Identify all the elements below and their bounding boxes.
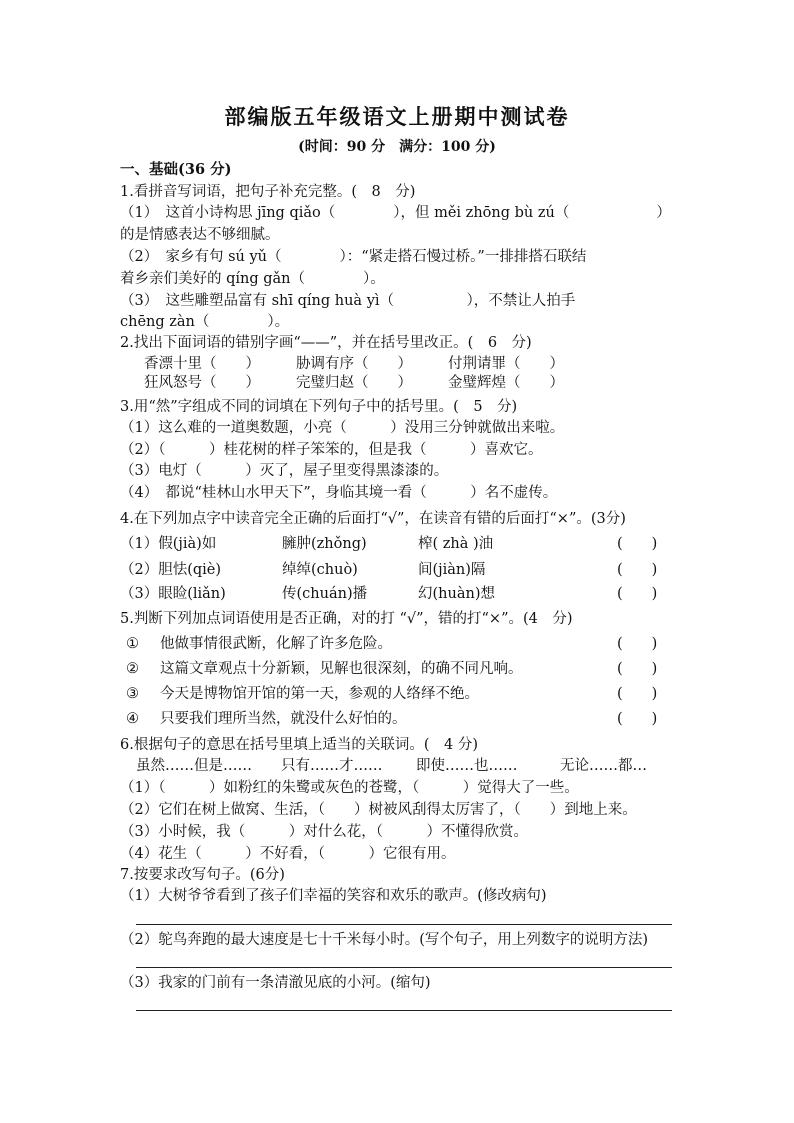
- q4-cell: （3）眼睑(liǎn): [120, 586, 226, 602]
- q1-line-4: 着乡亲们美好的 qíng gǎn（ ）。: [120, 271, 385, 287]
- q5-sentence: 他做事情很武断，化解了许多危险。: [160, 636, 392, 652]
- q6-line-3: （3）小时候，我（ ）对什么花，（ ）不懂得欣赏。: [120, 824, 528, 840]
- q2-item: 香漂十里（ ）: [144, 356, 260, 372]
- q5-heading: 5.判断下列加点词语使用是否正确，对的打 “√”，错的打“×”。(4 分): [120, 611, 573, 627]
- q5-number: ③: [126, 686, 139, 702]
- q7-heading: 7.按要求改写句子。(6分): [120, 867, 285, 883]
- q6-line-4: （4）花生（ ）不好看，（ ）它很有用。: [120, 846, 456, 862]
- q5-answer-box[interactable]: ( ): [617, 711, 658, 727]
- q1-line-3: （2） 家乡有句 sú yǔ（ ）：“紧走搭石慢过桥。”一排排搭石联结: [120, 249, 587, 265]
- q3-line-3: （3）电灯（ ）灭了，屋子里变得黑漆漆的。: [120, 463, 449, 479]
- q6-word-option: 无论……都…: [560, 758, 647, 774]
- exam-subtitle: (时间：90 分 满分：100 分): [298, 139, 496, 155]
- q4-cell: 传(chuán)播: [282, 586, 368, 602]
- q6-line-1: （1）（ ）如粉红的朱鹭或灰色的苍鹭，（ ）觉得大了一些。: [120, 780, 579, 796]
- q4-cell: 绰绰(chuò): [282, 562, 358, 578]
- q7-answer-line-2[interactable]: [136, 967, 672, 968]
- q1-heading: 1.看拼音写词语，把句子补充完整。( 8 分): [120, 184, 416, 200]
- q3-line-1: （1）这么难的一道奥数题，小亮（ ）没用三分钟就做出来啦。: [120, 420, 565, 436]
- q4-cell: 间(jiàn)隔: [418, 562, 486, 578]
- q6-line-2: （2）它们在树上做窝、生活，（ ）树被风刮得太厉害了，（ ）到地上来。: [120, 802, 637, 818]
- q5-number: ②: [126, 661, 139, 677]
- section-1-heading: 一、基础(36 分): [120, 161, 232, 178]
- q4-cell: 幻(huàn)想: [418, 586, 495, 602]
- q2-item: 胁调有序（ ）: [296, 356, 412, 372]
- q1-line-6: chēng zàn（ ）。: [120, 314, 290, 330]
- q5-number: ④: [126, 711, 139, 727]
- q5-answer-box[interactable]: ( ): [617, 661, 658, 677]
- q3-line-2: （2）（ ）桂花树的样子笨笨的，但是我（ ）喜欢它。: [120, 442, 543, 458]
- q6-word-option: 即使……也……: [416, 758, 518, 774]
- q6-heading: 6.根据句子的意思在括号里填上适当的关联词。( 4 分): [120, 737, 478, 753]
- q2-item: 狂风怒号（ ）: [144, 375, 260, 391]
- q4-answer-box[interactable]: ( ): [617, 586, 658, 602]
- q7-line-3: （3）我家的门前有一条清澈见底的小河。(缩句): [120, 975, 431, 991]
- q5-sentence: 只要我们理所当然，就没什么好怕的。: [160, 711, 407, 727]
- q1-line-5: （3） 这些雕塑品富有 shī qíng huà yì（ ），不禁让人拍手: [120, 293, 576, 309]
- q4-cell: （1）假(jià)如: [120, 536, 217, 552]
- q5-sentence: 这篇文章观点十分新颖，见解也很深刻，的确不同凡响。: [160, 661, 523, 677]
- q2-heading: 2.找出下面词语的错别字画“——”，并在括号里改正。( 6 分): [120, 335, 532, 351]
- q2-item: 完璧归赵（ ）: [296, 375, 412, 391]
- q3-line-4: （4） 都说“桂林山水甲天下”，身临其境一看（ ）名不虚传。: [120, 485, 558, 501]
- q1-line-1: （1） 这首小诗构思 jīng qiǎo（ ），但 měi zhōng bù zú（ ）: [120, 205, 671, 221]
- q2-item: 金璧辉煌（ ）: [448, 375, 564, 391]
- q4-answer-box[interactable]: ( ): [617, 562, 658, 578]
- exam-title: 部编版五年级语文上册期中测试卷: [224, 104, 570, 129]
- q4-cell: （2）胆怯(qiè): [120, 562, 222, 578]
- q3-heading: 3.用“然”字组成不同的词填在下列句子中的括号里。( 5 分): [120, 399, 518, 415]
- q4-cell: 臃肿(zhǒng): [282, 536, 367, 552]
- q2-item: 付荆请罪（ ）: [448, 356, 564, 372]
- q5-answer-box[interactable]: ( ): [617, 636, 658, 652]
- q4-heading: 4.在下列加点字中读音完全正确的后面打“√”，在读音有错的后面打“×”。(3分): [120, 511, 626, 527]
- q4-cell: 榨( zhà )油: [418, 536, 494, 552]
- q7-answer-line-1[interactable]: [136, 924, 672, 925]
- q5-answer-box[interactable]: ( ): [617, 686, 658, 702]
- q6-word-option: 虽然……但是……: [136, 758, 252, 774]
- q7-answer-line-3[interactable]: [136, 1010, 672, 1011]
- q5-sentence: 今天是博物馆开馆的第一天，参观的人络绎不绝。: [160, 686, 479, 702]
- q1-line-2: 的是情感表达不够细腻。: [120, 227, 280, 243]
- q4-answer-box[interactable]: ( ): [617, 536, 658, 552]
- q7-line-2: （2）鸵鸟奔跑的最大速度是七十千米每小时。(写个句子，用上列数字的说明方法): [120, 932, 649, 948]
- q7-line-1: （1）大树爷爷看到了孩子们幸福的笑容和欢乐的歌声。(修改病句): [120, 888, 547, 904]
- q6-word-option: 只有……才……: [281, 758, 383, 774]
- q5-number: ①: [126, 636, 139, 652]
